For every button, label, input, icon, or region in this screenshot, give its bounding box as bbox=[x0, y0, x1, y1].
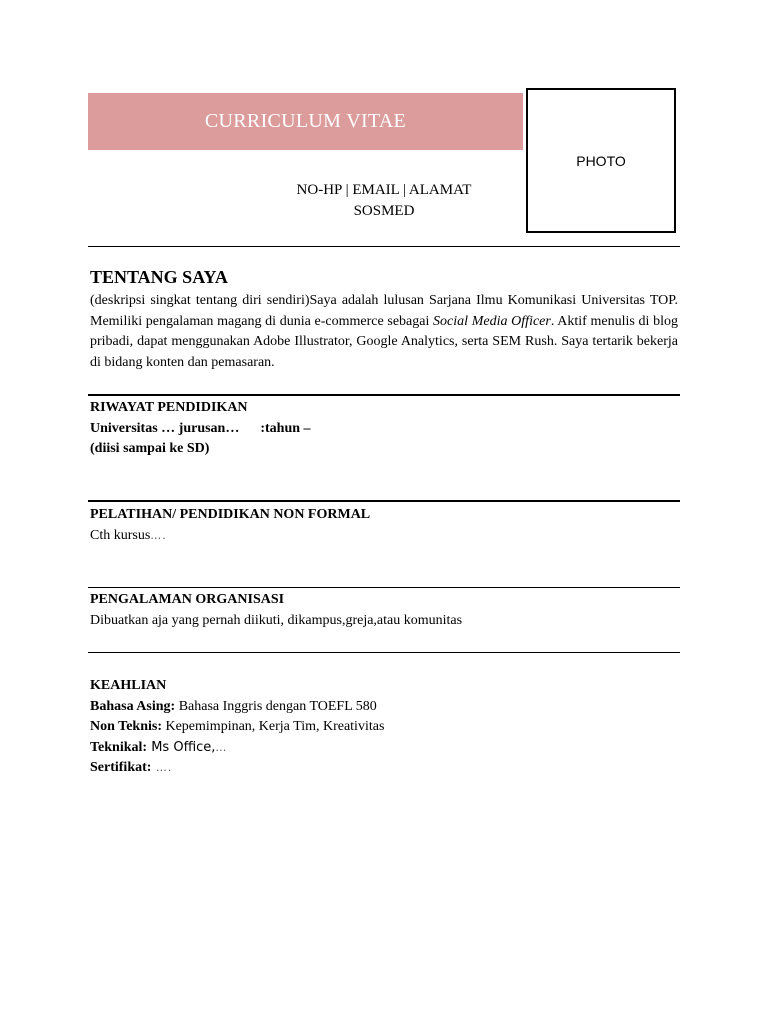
skill-language-value: Bahasa Inggris dengan TOEFL 580 bbox=[175, 698, 377, 714]
skill-language-label: Bahasa Asing: bbox=[90, 698, 176, 714]
organization-heading: PENGALAMAN ORGANISASI bbox=[90, 592, 285, 607]
skill-tech-dots: … bbox=[215, 740, 228, 754]
contact-info bbox=[240, 180, 528, 222]
organization-text: Dibuatkan aja yang pernah diikuti, dikampus,greja,atau komunitas bbox=[90, 612, 463, 628]
skill-nontech bbox=[90, 717, 678, 738]
skill-cert bbox=[90, 758, 678, 779]
about-text-part2: . Aktif menulis di blog pribadi, dapat menggunakan Adobe Illustrator, Google Analytics, serta SEM Rush. Saya tertarik bekerja di bidang konten dan pemasaran. bbox=[90, 313, 678, 370]
skill-language bbox=[90, 697, 678, 718]
skill-cert-label: Sertifikat: bbox=[90, 760, 152, 775]
skill-tech-label: Teknikal: bbox=[90, 739, 148, 755]
photo-label: PHOTO bbox=[576, 152, 626, 169]
cv-title: CURRICULUM VITAE bbox=[204, 110, 407, 132]
skill-tech-value: Ms Office, bbox=[147, 739, 216, 755]
training-section bbox=[90, 505, 678, 546]
divider bbox=[88, 246, 680, 247]
education-note: (diisi sampai ke SD) bbox=[90, 441, 210, 456]
skill-nontech-value: Kepemimpinan, Kerja Tim, Kreativitas bbox=[161, 719, 385, 734]
divider bbox=[88, 394, 680, 396]
about-heading: TENTANG SAYA bbox=[90, 267, 228, 287]
cv-title-banner bbox=[88, 93, 523, 150]
skill-cert-dots: …. bbox=[151, 761, 173, 774]
training-text bbox=[90, 526, 678, 547]
education-line: Universitas … jurusan… :tahun – bbox=[90, 420, 311, 436]
divider bbox=[88, 500, 680, 502]
skills-section bbox=[90, 676, 678, 779]
training-dots: …. bbox=[150, 528, 167, 542]
training-heading: PELATIHAN/ PENDIDIKAN NON FORMAL bbox=[90, 507, 371, 522]
divider bbox=[88, 587, 680, 588]
about-text bbox=[90, 291, 678, 373]
about-text-italic: Social Media Officer bbox=[433, 313, 551, 329]
skills-heading: KEAHLIAN bbox=[90, 678, 167, 693]
divider bbox=[88, 652, 680, 653]
social-line: SOSMED bbox=[353, 203, 415, 219]
organization-section bbox=[90, 590, 678, 631]
skill-tech bbox=[90, 738, 678, 759]
contact-line: NO-HP | EMAIL | ALAMAT bbox=[296, 182, 472, 198]
about-text-part1: (deskripsi singkat tentang diri sendiri)Saya adalah lulusan Sarjana Ilmu Komunikasi Universitas TOP. Memiliki pengalaman magang di dunia e-commerce sebagai bbox=[90, 293, 678, 329]
education-heading: RIWAYAT PENDIDIKAN bbox=[90, 400, 248, 415]
photo-placeholder bbox=[526, 88, 676, 233]
education-section bbox=[90, 398, 678, 460]
training-example: Cth kursus bbox=[90, 527, 151, 543]
about-section bbox=[90, 266, 678, 373]
skill-nontech-label: Non Teknis: bbox=[90, 719, 162, 734]
